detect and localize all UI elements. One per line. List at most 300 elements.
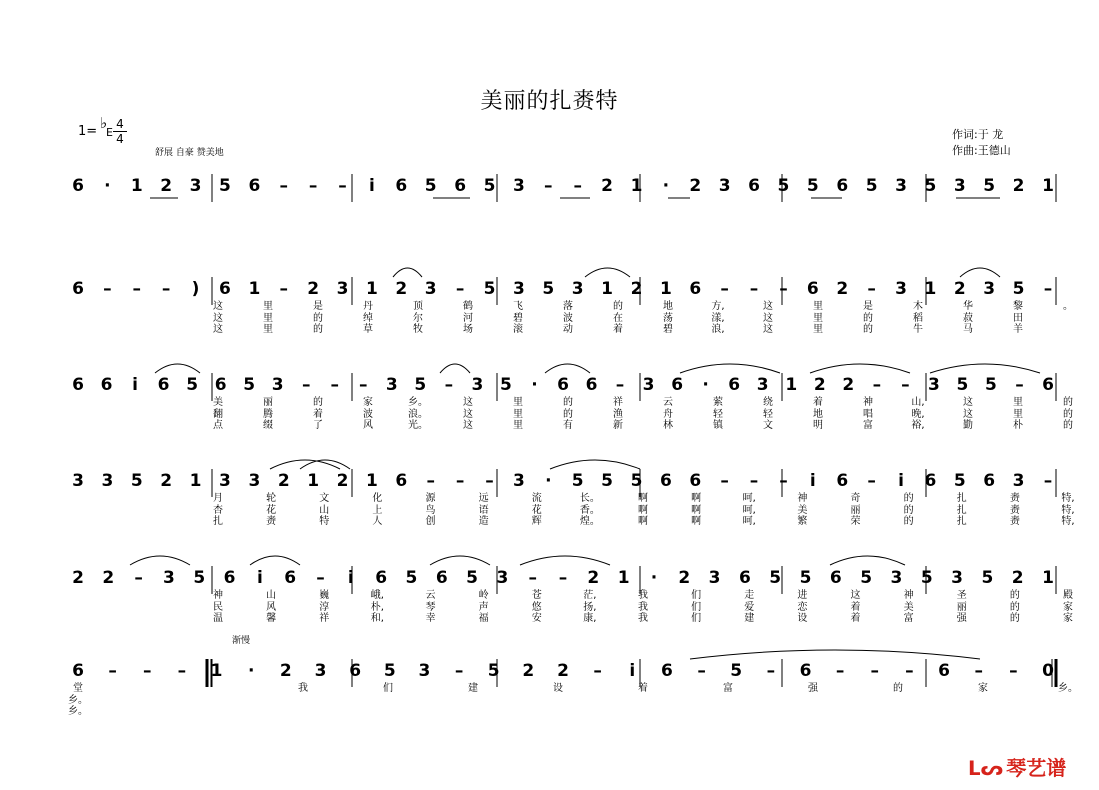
lyric-column (463, 301, 473, 336)
lyric-syllable: 轮 (266, 493, 277, 504)
lyric-syllable: 淳 (319, 601, 330, 613)
lyric-syllable: 缀 (263, 420, 273, 431)
lyric-syllable: 幸 (425, 613, 436, 624)
lyric-syllable: 的 (903, 516, 914, 527)
jianpu-note: 3 (512, 279, 525, 299)
lyric-syllable: 的 (1009, 601, 1020, 613)
lyric-syllable: 文 (763, 420, 773, 431)
lyric-syllable: 里 (263, 301, 273, 312)
lyric-syllable: 强 (808, 683, 818, 694)
lyric-syllable: 碧 (663, 324, 673, 335)
lyric-syllable: 这 (763, 324, 773, 335)
lyric-syllable: 的 (1063, 420, 1073, 431)
lyric-syllable: 强 (956, 613, 967, 624)
jianpu-note: 2 (953, 279, 966, 299)
lyric-syllable: 安 (531, 613, 542, 624)
lyric-syllable: 啊 (691, 516, 702, 527)
lyric-column (298, 683, 308, 695)
lyric-column (957, 493, 967, 528)
jianpu-note: 5 (186, 375, 199, 395)
jianpu-note: · (531, 375, 538, 395)
lyric-column (313, 301, 323, 336)
lyric-syllable: 乡。 (68, 706, 88, 717)
jianpu-note: – (901, 375, 910, 395)
lyric-syllable: 里 (813, 312, 823, 324)
jianpu-note: 1 (307, 471, 320, 491)
jianpu-note: 2 (522, 661, 535, 681)
lyric-syllable: 的 (1009, 590, 1020, 601)
jianpu-note: 6 (924, 471, 937, 491)
lyric-syllable: 爱 (744, 601, 755, 613)
lyric-column (263, 301, 273, 336)
lyric-syllable: 富 (723, 683, 733, 694)
lyric-syllable: 远 (478, 493, 489, 504)
jianpu-note: – (161, 279, 171, 299)
lyric-syllable: 朴 (1013, 420, 1023, 431)
jianpu-note: – (316, 568, 325, 588)
lyric-syllable: 我 (638, 590, 648, 601)
lyricist: 作词:于 龙 (952, 128, 1004, 141)
lyric-syllable: 祥 (613, 397, 623, 408)
lyric-syllable: 香。 (579, 504, 600, 516)
slur (930, 364, 1040, 373)
lyric-syllable: 着 (850, 613, 861, 624)
lyric-column (763, 301, 773, 336)
lyric-syllable: 进 (797, 590, 808, 601)
lyric-syllable: 的 (893, 683, 903, 694)
slur (690, 650, 980, 659)
lyric-column (563, 301, 573, 336)
lyric-syllable: 里 (513, 408, 523, 420)
lyric-column (851, 493, 861, 528)
lyric-syllable: 这 (763, 301, 773, 312)
jianpu-note: 3 (163, 568, 175, 588)
lyric-syllable: 勤 (963, 420, 973, 431)
lyric-syllable: 岭 (478, 590, 489, 601)
flat-symbol: ♭ (100, 114, 108, 132)
lyric-syllable: 的 (903, 504, 914, 516)
jianpu-note: – (301, 375, 311, 395)
jianpu-note: 2 (1012, 176, 1025, 196)
lyric-syllable: 祥 (319, 613, 330, 624)
jianpu-note: 3 (708, 568, 721, 588)
jianpu-note: 6 (454, 176, 467, 196)
lyric-syllable: 渔 (613, 408, 623, 420)
lyric-syllable: 里 (263, 312, 273, 324)
jianpu-note: 5 (630, 471, 643, 491)
lyric-column (893, 683, 903, 695)
lyric-syllable: 和, (370, 613, 384, 624)
jianpu-note: 2 (395, 279, 408, 299)
lyric-syllable: 赉 (1009, 516, 1020, 527)
jianpu-note: 5 (985, 375, 997, 395)
jianpu-note: 5 (414, 375, 427, 395)
jianpu-note: 5 (571, 471, 584, 491)
jianpu-note: 3 (189, 176, 202, 196)
lyric-column (1063, 397, 1073, 432)
jianpu-note: – (749, 471, 759, 491)
jianpu-note: 5 (865, 176, 878, 196)
lyric-syllable: 里 (813, 301, 823, 312)
lyric-syllable: 扎 (956, 516, 967, 527)
lyric-syllable: 我 (638, 601, 648, 613)
lyric-column (313, 397, 323, 432)
jianpu-note: · (104, 176, 111, 196)
jianpu-note: 6 (375, 568, 388, 588)
slur (440, 364, 470, 373)
jianpu-note: 2 (160, 471, 173, 491)
lyric-column (479, 590, 489, 625)
jianpu-note: 6 (284, 568, 297, 588)
lyric-syllable: 神 (863, 397, 873, 408)
jianpu-note: 6 (72, 375, 84, 395)
lyric-syllable: 翻 (213, 408, 223, 420)
lyric-syllable: 赉 (1009, 493, 1020, 504)
lyric-syllable: 着 (313, 408, 323, 420)
jianpu-note: 2 (601, 176, 613, 196)
jianpu-note: 2 (557, 661, 569, 681)
jianpu-note: 3 (471, 375, 484, 395)
jianpu-note: – (974, 661, 983, 681)
lyric-column (532, 590, 542, 625)
lyric-column (213, 301, 223, 336)
lyric-syllable: 语 (478, 504, 489, 516)
lyric-syllable: 着 (813, 397, 823, 408)
jianpu-note: 5 (483, 176, 496, 196)
lyric-syllable: 飞 (513, 301, 523, 312)
jianpu-note: 6 (395, 176, 408, 196)
lyric-syllable: 河 (463, 312, 473, 324)
lyric-syllable: 特, (1061, 493, 1075, 504)
lyric-syllable: 这 (763, 312, 773, 324)
jianpu-note: i (629, 661, 636, 681)
lyric-syllable: 这 (850, 590, 861, 601)
lyric-syllable: 声 (478, 601, 489, 613)
lyric-syllable: 扎 (213, 516, 223, 527)
lyric-syllable: 们 (691, 601, 702, 613)
lyric-syllable: 流 (531, 493, 542, 504)
lyric-syllable: 荡 (663, 312, 673, 324)
lyric-syllable: 化 (372, 493, 383, 504)
lyric-syllable: 浪, (711, 324, 725, 335)
jianpu-note: 3 (101, 471, 114, 491)
jianpu-note: 5 (924, 176, 937, 196)
jianpu-note: 6 (748, 176, 760, 196)
lyric-column (68, 683, 88, 718)
jianpu-note: 6 (659, 471, 672, 491)
jianpu-note: – (779, 471, 788, 491)
lyric-column (911, 397, 924, 432)
lyric-syllable: 家 (1063, 613, 1073, 624)
lyric-syllable: 丽 (956, 601, 967, 613)
lyric-syllable: 山 (266, 590, 277, 601)
lyric-syllable: 木 (913, 301, 923, 312)
lyric-syllable: 呵, (742, 493, 756, 504)
lyric-syllable: 赉 (266, 516, 277, 527)
lyric-syllable: 新 (613, 420, 623, 431)
slur (550, 460, 640, 469)
lyric-column (266, 493, 276, 528)
jianpu-note: 3 (271, 375, 284, 395)
lyric-column (463, 397, 473, 432)
lyric-syllable: 的 (903, 493, 914, 504)
jianpu-note: – (338, 176, 347, 196)
lyric-column (813, 301, 823, 336)
lyric-column (383, 683, 393, 695)
jianpu-note: 6 (585, 375, 598, 395)
lyric-syllable: 创 (425, 516, 436, 527)
lyric-column (1058, 683, 1078, 695)
jianpu-note: – (1015, 375, 1024, 395)
lyric-syllable: 黎 (1013, 301, 1023, 312)
lyric-syllable: 绕 (763, 397, 773, 408)
lyric-column (763, 397, 773, 432)
jianpu-note: 2 (277, 471, 290, 491)
lyric-syllable: 恋 (797, 601, 808, 613)
lyric-column (1010, 493, 1020, 528)
jianpu-note: – (867, 279, 876, 299)
lyric-syllable: 们 (691, 613, 702, 624)
lyric-syllable: 美 (903, 601, 914, 613)
lyric-column (713, 397, 723, 432)
slur (830, 556, 905, 565)
lyric-syllable: 特, (1061, 516, 1075, 527)
jianpu-note: 3 (927, 375, 940, 395)
jianpu-note: – (835, 661, 845, 681)
lyric-syllable: 乡。 (1058, 683, 1078, 694)
jianpu-note: · (662, 176, 670, 196)
lyric-syllable: 场 (463, 324, 473, 335)
jianpu-note: – (573, 176, 582, 196)
lyric-column (468, 683, 478, 695)
jianpu-note: 3 (953, 176, 966, 196)
lyric-syllable: 是 (313, 301, 323, 312)
lyric-column (723, 683, 733, 695)
lyric-syllable: 的 (313, 397, 323, 408)
lyric-column (691, 590, 701, 625)
lyric-syllable: 的 (563, 397, 573, 408)
lyric-syllable: 尔 (413, 312, 423, 324)
jianpu-note: i (809, 471, 816, 491)
lyric-syllable: 文 (319, 493, 330, 504)
lyric-syllable: 碧 (513, 312, 523, 324)
jianpu-note: 6 (983, 471, 996, 491)
lyric-column (319, 590, 329, 625)
lyric-column (426, 590, 436, 625)
jianpu-note: 5 (806, 176, 819, 196)
lyric-syllable: 是 (863, 301, 873, 312)
lyric-syllable: 我 (638, 613, 648, 624)
lyric-syllable: 明 (813, 420, 823, 431)
lyric-syllable: 美 (213, 397, 223, 408)
slur (680, 364, 780, 373)
jianpu-note: 2 (630, 279, 643, 299)
lyric-syllable: 动 (563, 324, 573, 335)
lyric-syllable: 长。 (579, 493, 600, 504)
jianpu-note: – (359, 375, 368, 395)
lyric-syllable: 圣 (956, 590, 967, 601)
slur (585, 268, 630, 277)
jianpu-note: 5 (193, 568, 206, 588)
jianpu-note: 1 (659, 279, 672, 299)
lyric-column (1061, 493, 1074, 528)
key-note: E (106, 126, 113, 139)
lyric-syllable: 着 (638, 683, 648, 694)
lyric-syllable: 浪。 (408, 408, 428, 420)
lyric-syllable: 的 (1063, 397, 1073, 408)
jianpu-note: 6 (248, 176, 261, 196)
lyric-syllable: 鹤 (463, 301, 473, 312)
lyric-syllable: 杏 (213, 504, 223, 516)
lyric-syllable: 里 (513, 420, 523, 431)
lyric-syllable: 繁 (797, 516, 808, 527)
slur (155, 364, 200, 373)
lyric-column (426, 493, 436, 528)
lyric-syllable: 乡。 (408, 397, 428, 408)
jianpu-note: 2 (1011, 568, 1024, 588)
jianpu-note: 6 (836, 471, 849, 491)
jianpu-note: – (143, 661, 152, 681)
jianpu-note: 6 (435, 568, 448, 588)
lyric-syllable: 特 (319, 516, 330, 527)
lyric-syllable: 风 (266, 601, 277, 613)
lyric-column (808, 683, 818, 695)
lyric-syllable: 光。 (408, 420, 428, 431)
lyric-syllable: 绰 (363, 312, 373, 324)
jianpu-note: 1 (130, 176, 143, 196)
lyric-syllable: 牧 (413, 324, 423, 335)
jianpu-note: 5 (483, 279, 496, 299)
lyric-syllable: 漾, (711, 312, 725, 324)
jianpu-note: 3 (512, 176, 525, 196)
lyric-syllable: 我 (298, 683, 308, 694)
jianpu-note: – (1043, 471, 1053, 491)
jianpu-note: – (867, 471, 876, 491)
jianpu-note: 6 (799, 661, 812, 681)
jianpu-note: 6 (219, 279, 231, 299)
lyric-syllable: 唱 (863, 408, 873, 420)
lyric-syllable: 乡。 (68, 694, 88, 706)
lyric-syllable: 这 (463, 397, 473, 408)
jianpu-note: 5 (424, 176, 437, 196)
slur (270, 460, 340, 469)
lyric-column (638, 493, 648, 528)
jianpu-note: 3 (72, 471, 84, 491)
slur (810, 364, 910, 373)
lyric-syllable: 的 (613, 301, 623, 312)
lyric-syllable: 们 (383, 683, 393, 694)
lyric-syllable: 扎 (956, 493, 967, 504)
jianpu-note: 2 (842, 375, 855, 395)
jianpu-note: 5 (730, 661, 743, 681)
jianpu-note: 6 (671, 375, 684, 395)
jianpu-note: – (697, 661, 706, 681)
jianpu-note: – (485, 471, 494, 491)
lyric-syllable: 啊 (691, 504, 702, 516)
jianpu-note: 1 (366, 471, 378, 491)
lyric-syllable: 设 (553, 683, 563, 694)
jianpu-note: 5 (466, 568, 478, 588)
lyric-syllable: 里 (813, 324, 823, 335)
lyric-syllable: 啊 (638, 493, 648, 504)
lyric-syllable: 轻 (763, 408, 773, 420)
lyric-syllable: 上 (372, 504, 383, 516)
lyric-column (691, 493, 701, 528)
lyric-syllable: 富 (903, 613, 914, 624)
jianpu-note: 1 (248, 279, 261, 299)
lyric-syllable: 晚, (911, 408, 925, 420)
jianpu-note: 6 (728, 375, 741, 395)
logo-icon: ᒪᔕ (968, 756, 1004, 780)
jianpu-note: 3 (983, 279, 996, 299)
slur (520, 556, 610, 565)
lyric-column (371, 590, 384, 625)
lyric-column (213, 397, 223, 432)
lyric-syllable: 的 (1009, 613, 1020, 624)
jianpu-note: 2 (836, 279, 849, 299)
lyric-syllable: 这 (213, 324, 223, 335)
lyric-syllable: 波 (363, 408, 373, 420)
jianpu-note: 3 (890, 568, 903, 588)
lyric-syllable: 这 (213, 301, 223, 312)
jianpu-note: 6 (349, 661, 362, 681)
lyric-syllable: 这 (213, 312, 223, 324)
lyric-syllable: 山 (319, 504, 330, 516)
jianpu-note: – (720, 279, 729, 299)
lyric-syllable: 殿 (1063, 590, 1073, 601)
lyric-syllable: 赉 (1009, 504, 1020, 516)
jianpu-note: – (330, 375, 339, 395)
jianpu-note: 2 (336, 471, 349, 491)
jianpu-note: 2 (678, 568, 691, 588)
slur (430, 556, 490, 565)
lyric-syllable: 地 (813, 408, 823, 420)
lyric-syllable: 温 (213, 613, 223, 624)
lyric-syllable: 这 (463, 420, 473, 431)
jianpu-note: – (749, 279, 759, 299)
lyric-syllable: 神 (797, 493, 808, 504)
jianpu-note: 2 (160, 176, 173, 196)
lyric-syllable: 们 (691, 590, 702, 601)
lyric-column (1010, 590, 1020, 625)
jianpu-note: 6 (829, 568, 842, 588)
lyric-syllable: 的 (863, 312, 873, 324)
lyric-syllable: 裕, (911, 420, 925, 431)
lyric-column (613, 301, 623, 336)
lyric-syllable: 云 (663, 397, 673, 408)
jianpu-note: · (247, 661, 255, 681)
lyric-syllable: 鸟 (425, 504, 436, 516)
jianpu-note: i (369, 176, 375, 196)
lyric-column (863, 397, 873, 432)
lyric-syllable: 里 (1013, 397, 1023, 408)
jianpu-note: – (279, 176, 288, 196)
lyric-syllable: 啊 (638, 504, 648, 516)
lyric-column (213, 590, 223, 625)
lyric-syllable: 这 (963, 397, 973, 408)
lyric-syllable: 山, (911, 397, 925, 408)
jianpu-note: 5 (860, 568, 873, 588)
lyric-syllable: 了 (313, 420, 323, 431)
jianpu-note: 6 (223, 568, 236, 588)
lyric-syllable: 悠 (531, 601, 542, 613)
jianpu-note: 3 (418, 661, 431, 681)
lyric-syllable: 的 (313, 312, 323, 324)
jianpu-note: 5 (799, 568, 812, 588)
lyric-syllable: 波 (563, 312, 573, 324)
lyric-syllable: 有 (563, 420, 573, 431)
lyric-syllable: 马 (963, 324, 973, 335)
